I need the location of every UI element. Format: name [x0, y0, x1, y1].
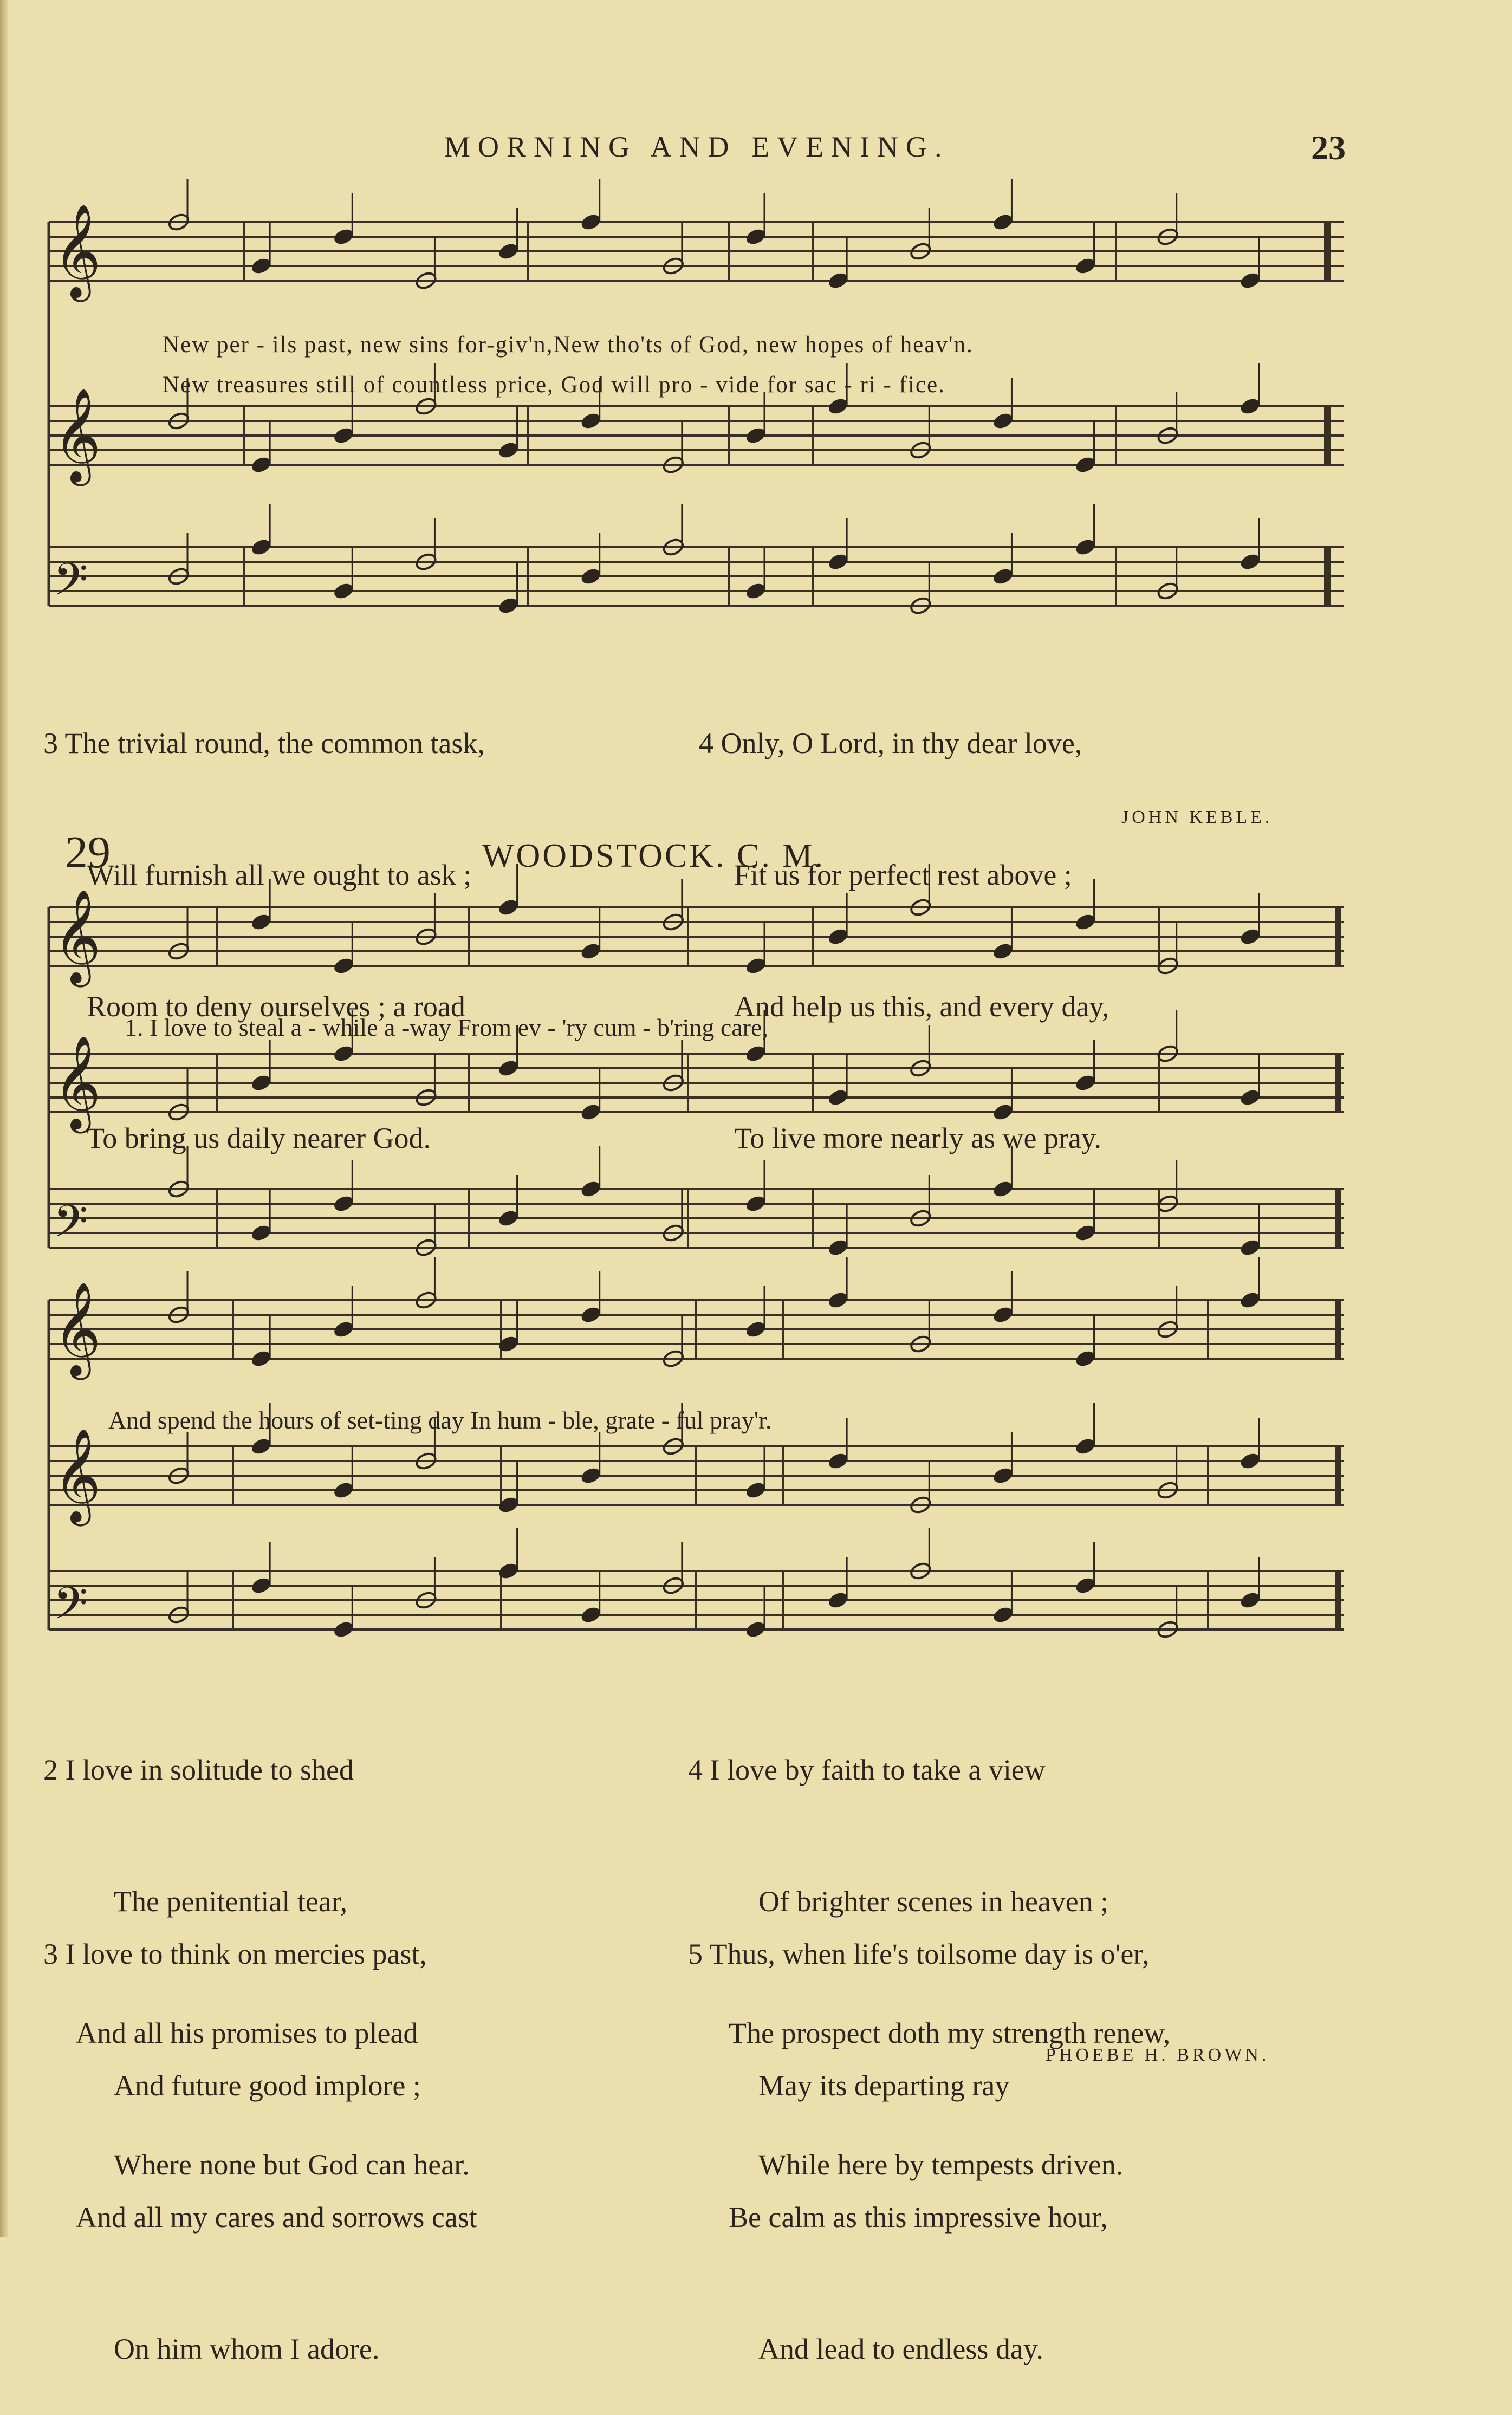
- prev-hymn-stanza-4: [699, 634, 1109, 1204]
- stanza-line: 4 I love by faith to take a view: [688, 1754, 1046, 1786]
- stanza-line: 3 The trivial round, the common task,: [43, 727, 485, 759]
- stanza-line: Fit us for perfect rest above ;: [734, 859, 1072, 891]
- hymn-stanza-5: [688, 1845, 1150, 2415]
- hymn-stanza-3: [43, 1845, 477, 2415]
- stanza-line: Be calm as this impressive hour,: [729, 2201, 1108, 2234]
- treble-clef-icon: 𝄞: [53, 388, 101, 482]
- stanza-line: 4 Only, O Lord, in thy dear love,: [699, 727, 1082, 759]
- stanza-line: Of brighter scenes in heaven ;: [758, 1885, 1109, 1918]
- hymn-lyric-line-1: 1. I love to steal a - while a -way From ev - 'ry cum - b'ring care,: [125, 1014, 768, 1041]
- stanza-line: 2 I love in solitude to shed: [43, 1754, 354, 1786]
- stanza-line: 3 I love to think on mercies past,: [43, 1938, 427, 1970]
- treble-clef-icon: 𝄞: [53, 204, 101, 298]
- bass-clef-icon: 𝄢: [53, 1195, 88, 1258]
- stanza-line: And help us this, and every day,: [734, 990, 1109, 1023]
- stanza-line: While here by tempests driven.: [758, 2148, 1124, 2181]
- stanza-line: The penitential tear,: [114, 1885, 348, 1918]
- running-head: MORNING AND EVENING.: [444, 131, 950, 163]
- stanza-line: And all his promises to plead: [76, 2017, 418, 2049]
- stanza-line: And lead to endless day.: [758, 2333, 1043, 2365]
- bass-clef-icon: 𝄢: [53, 1577, 88, 1640]
- hymn-lyric-line-2: And spend the hours of set-ting day In hum - ble, grate - ful pray'r.: [108, 1406, 772, 1434]
- stanza-line: Room to deny ourselves ; a road: [87, 990, 465, 1023]
- stanza-line: And all my cares and sorrows cast: [76, 2201, 477, 2234]
- treble-clef-icon: 𝄞: [53, 1035, 101, 1129]
- stanza-line: On him whom I adore.: [114, 2333, 380, 2365]
- stanza-line: The prospect doth my strength renew,: [729, 2017, 1171, 2049]
- stanza-line: 5 Thus, when life's toilsome day is o'er,: [688, 1938, 1150, 1970]
- stanza-line: May its departing ray: [758, 2069, 1010, 2102]
- stanza-line: Will furnish all we ought to ask ;: [87, 859, 472, 891]
- page-number: 23: [1311, 128, 1346, 167]
- stanza-line: To live more nearly as we pray.: [734, 1122, 1101, 1154]
- hymn-number: 29: [65, 827, 111, 878]
- prev-hymn-lyric-line-1: New per - ils past, new sins for-giv'n,New tho'ts of God, new hopes of heav'n.: [163, 332, 974, 358]
- bass-clef-icon: 𝄢: [53, 553, 88, 616]
- prev-hymn-stanza-3: [43, 634, 485, 1204]
- hymn-title: WOODSTOCK. C. M.: [482, 838, 825, 874]
- stanza-line: And future good implore ;: [114, 2069, 421, 2102]
- hymn-author: PHOEBE H. BROWN.: [1046, 2045, 1270, 2065]
- stanza-line: To bring us daily nearer God.: [87, 1122, 431, 1154]
- stanza-line: Where none but God can hear.: [114, 2148, 470, 2181]
- treble-clef-icon: 𝄞: [53, 1428, 101, 1522]
- prev-hymn-author: JOHN KEBLE.: [1121, 807, 1273, 827]
- prev-hymn-lyric-line-2: New treasures still of countless price, God will pro - vide for sac - ri - fice.: [163, 372, 945, 398]
- treble-clef-icon: 𝄞: [53, 1282, 101, 1376]
- treble-clef-icon: 𝄞: [53, 889, 101, 983]
